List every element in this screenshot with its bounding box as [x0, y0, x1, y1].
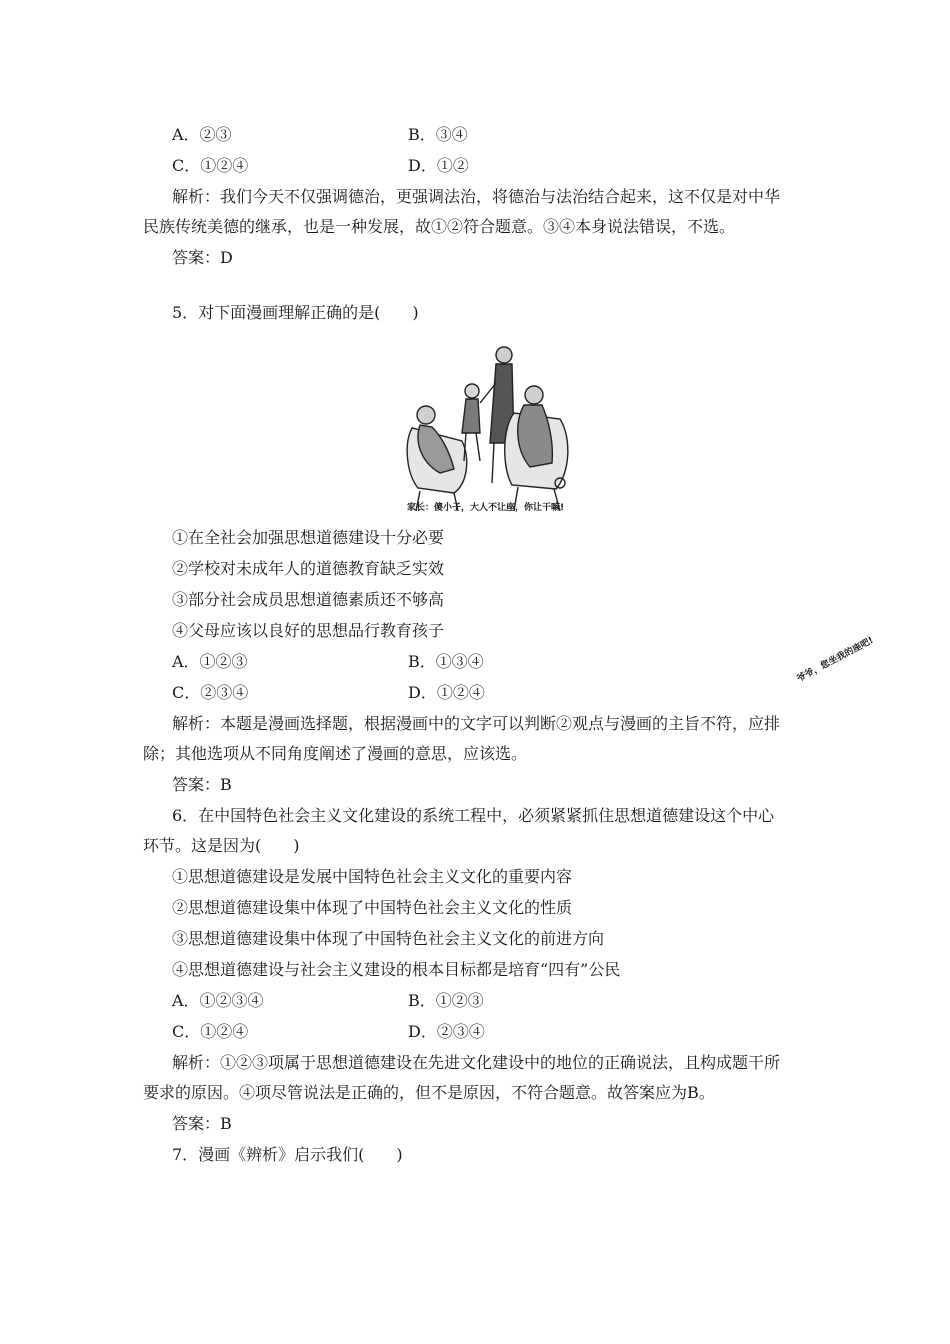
q5-stem: 5．对下面漫画理解正确的是( )	[172, 303, 419, 322]
q4-analysis-line2: 民族传统美德的继承，也是一种发展，故①②符合题意。③④本身说法错误，不选。	[143, 217, 736, 236]
q5-item-4: ④父母应该以良好的思想品行教育孩子	[172, 621, 445, 640]
q5-analysis-line2: 除；其他选项从不同角度阐述了漫画的意思，应该选。	[143, 744, 528, 763]
q5-option-a: A．①②③	[172, 652, 248, 671]
q6-item-3: ③思想道德建设集中体现了中国特色社会主义文化的前进方向	[172, 929, 605, 948]
q6-analysis-line2: 要求的原因。④项尽管说法是正确的，但不是原因，不符合题意。故答案应为B。	[143, 1083, 715, 1102]
q4-answer: 答案：D	[172, 248, 233, 267]
q4-analysis-line1: 解析：我们今天不仅强调德治，更强调法治，将德治与法治结合起来，这不仅是对中华	[172, 187, 781, 206]
cartoon-caption: 家长：傻小子，大人不让座，你让干嘛!	[407, 503, 565, 513]
q4-option-b: B．③④	[408, 125, 468, 144]
q4-option-c: C．①②④	[172, 156, 249, 175]
q6-analysis-line1: 解析：①②③项属于思想道德建设在先进文化建设中的地位的正确说法，且构成题干所	[172, 1053, 781, 1072]
q5-option-b: B．①③④	[408, 652, 484, 671]
cartoon-speech: 爷爷，您坐我的座吧!	[795, 635, 876, 685]
q4-option-a: A．②③	[172, 125, 232, 144]
cartoon-drawing	[384, 333, 584, 518]
q6-option-c: C．①②④	[172, 1022, 249, 1041]
q4-option-d: D．①②	[408, 156, 469, 175]
q5-item-2: ②学校对未成年人的道德教育缺乏实效	[172, 559, 445, 578]
q6-item-1: ①思想道德建设是发展中国特色社会主义文化的重要内容	[172, 867, 573, 886]
q6-item-2: ②思想道德建设集中体现了中国特色社会主义文化的性质	[172, 898, 573, 917]
q6-stem-line1: 6．在中国特色社会主义文化建设的系统工程中，必须紧紧抓住思想道德建设这个中心	[172, 806, 775, 825]
q6-option-d: D．②③④	[408, 1022, 485, 1041]
q5-option-d: D．①②④	[408, 683, 485, 702]
q5-item-1: ①在全社会加强思想道德建设十分必要	[172, 528, 445, 547]
q6-item-4: ④思想道德建设与社会主义建设的根本目标都是培育“四有”公民	[172, 960, 621, 979]
q5-item-3: ③部分社会成员思想道德素质还不够高	[172, 590, 445, 609]
q7-stem: 7．漫画《辨析》启示我们( )	[172, 1145, 403, 1164]
q5-option-c: C．②③④	[172, 683, 249, 702]
q6-option-a: A．①②③④	[172, 991, 264, 1010]
q6-stem-line2: 环节。这是因为( )	[143, 836, 300, 855]
q6-option-b: B．①②③	[408, 991, 484, 1010]
q5-analysis-line1: 解析：本题是漫画选择题，根据漫画中的文字可以判断②观点与漫画的主旨不符，应排	[172, 714, 781, 733]
q6-answer: 答案：B	[172, 1114, 232, 1133]
q5-answer: 答案：B	[172, 775, 232, 794]
